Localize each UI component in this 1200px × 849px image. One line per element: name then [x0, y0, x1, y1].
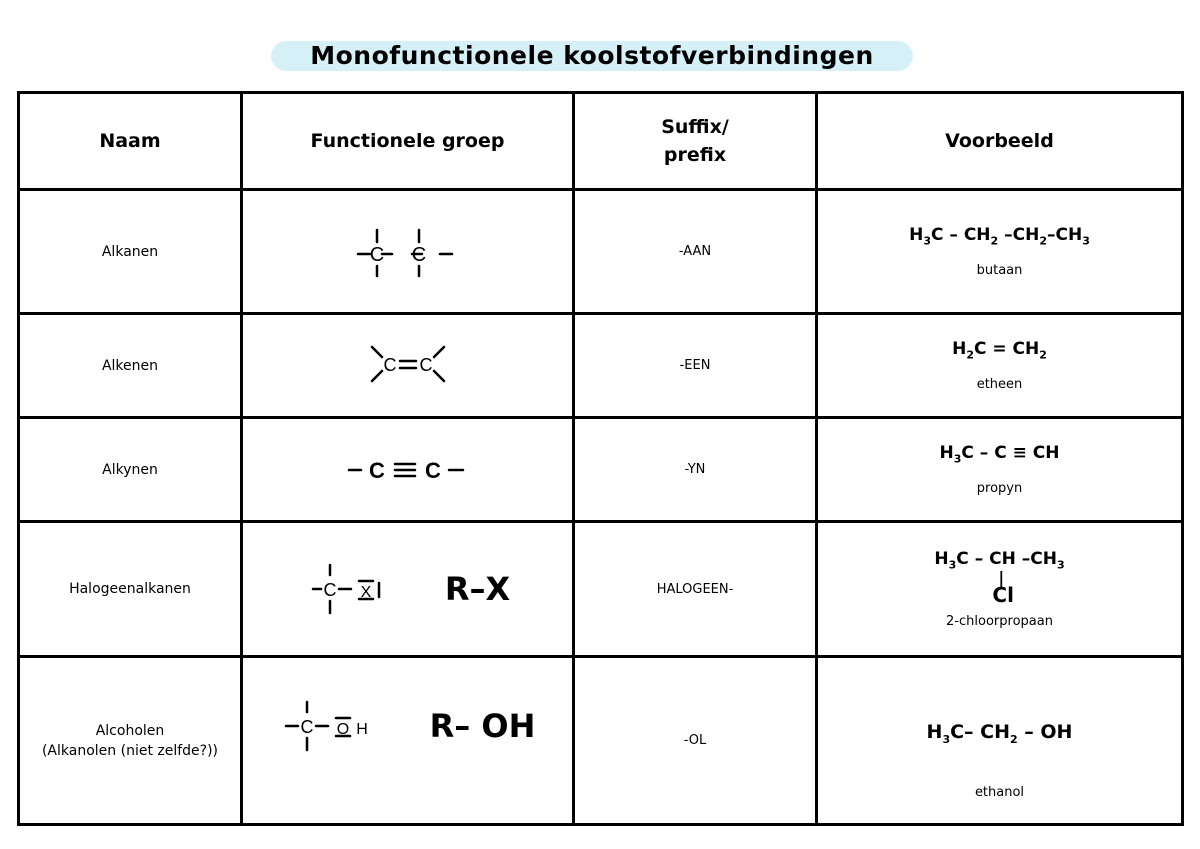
example-name-ethanol: ethanol — [974, 785, 1025, 801]
row-suffix-alkenen: -EEN — [574, 314, 817, 418]
svg-text:C: C — [300, 716, 314, 737]
svg-text:C: C — [368, 457, 385, 483]
row-suffix-halogeenalkanen: HALOGEEN- — [574, 522, 817, 657]
header-naam: Naam — [19, 93, 242, 190]
group-alkynen — [242, 418, 574, 522]
svg-text:C: C — [424, 457, 441, 483]
table-row — [19, 657, 1183, 825]
svg-text:C: C — [419, 354, 432, 375]
header-functionele-groep: Functionele groep — [242, 93, 574, 190]
haloalkane-structure — [305, 559, 405, 619]
example-name-propyn: propyn — [976, 481, 1023, 497]
alkane-structure — [348, 222, 468, 282]
table-row — [19, 418, 1183, 522]
group-alkanen — [242, 190, 574, 314]
svg-text:C: C — [383, 354, 396, 375]
example-formula-2-chloorpropaan: $H_3C$ – CH $-CH_3$ | Cl — [934, 549, 1065, 607]
example-name-2-chloorpropaan: 2-chloorpropaan — [946, 613, 1053, 629]
header-suffix-prefix — [574, 93, 817, 190]
row-name-alcoholen-line2: (Alkanolen (niet zelfde?)) — [41, 742, 219, 759]
example-alkenen — [817, 314, 1183, 418]
substituent-cl: Cl — [992, 582, 1014, 607]
alkyne-structure — [343, 450, 473, 490]
header-row — [19, 93, 1183, 190]
example-name-etheen: etheen — [976, 377, 1023, 393]
row-suffix-alcoholen: -OL — [574, 657, 817, 825]
header-suffix-line1: Suffix/ — [661, 116, 729, 138]
example-formula-etheen: $H_2C = CH_2$ — [952, 338, 1047, 362]
group-general-rx: R–X — [444, 570, 511, 608]
row-name-alkenen: Alkenen — [19, 314, 242, 418]
row-name-halogeenalkanen: Halogeenalkanen — [19, 522, 242, 657]
svg-text:X: X — [360, 584, 372, 601]
row-suffix-alkynen: -YN — [574, 418, 817, 522]
table-row — [19, 190, 1183, 314]
functional-groups-table — [17, 91, 1184, 826]
row-suffix-alkanen: -AAN — [574, 190, 817, 314]
page-title: Monofunctionele koolstofverbindingen — [271, 41, 913, 71]
row-name-alkanen: Alkanen — [19, 190, 242, 314]
group-general-roh: R– OH — [429, 706, 536, 745]
svg-text:C: C — [323, 580, 337, 600]
group-halogeenalkanen — [242, 522, 574, 657]
row-name-alkynen: Alkynen — [19, 418, 242, 522]
group-alcoholen — [242, 657, 574, 825]
table-row — [19, 522, 1183, 657]
svg-text:O: O — [336, 720, 349, 738]
header-suffix-line2: prefix — [663, 144, 727, 166]
header-voorbeeld: Voorbeeld — [817, 93, 1183, 190]
example-formula-propyn: $H_3C$ – C ≡ CH — [939, 442, 1060, 466]
example-formula-ethanol: $H_3C-$ $CH_2$ – OH — [926, 720, 1073, 746]
alkene-structure — [358, 341, 458, 391]
svg-text:C: C — [411, 243, 426, 266]
svg-text:H: H — [355, 720, 368, 738]
table-row — [19, 314, 1183, 418]
row-name-alcoholen — [19, 657, 242, 825]
alcohol-structure — [280, 696, 390, 756]
example-alcoholen — [817, 657, 1183, 825]
example-formula-butaan: $H_3C - CH_2$ $-CH_2-CH_3$ — [909, 224, 1090, 248]
example-name-butaan: butaan — [976, 263, 1023, 279]
example-alkynen — [817, 418, 1183, 522]
group-alkenen — [242, 314, 574, 418]
row-name-alcoholen-line1: Alcoholen — [95, 722, 165, 739]
example-halogeenalkanen — [817, 522, 1183, 657]
example-alkanen — [817, 190, 1183, 314]
svg-text:C: C — [369, 243, 384, 266]
